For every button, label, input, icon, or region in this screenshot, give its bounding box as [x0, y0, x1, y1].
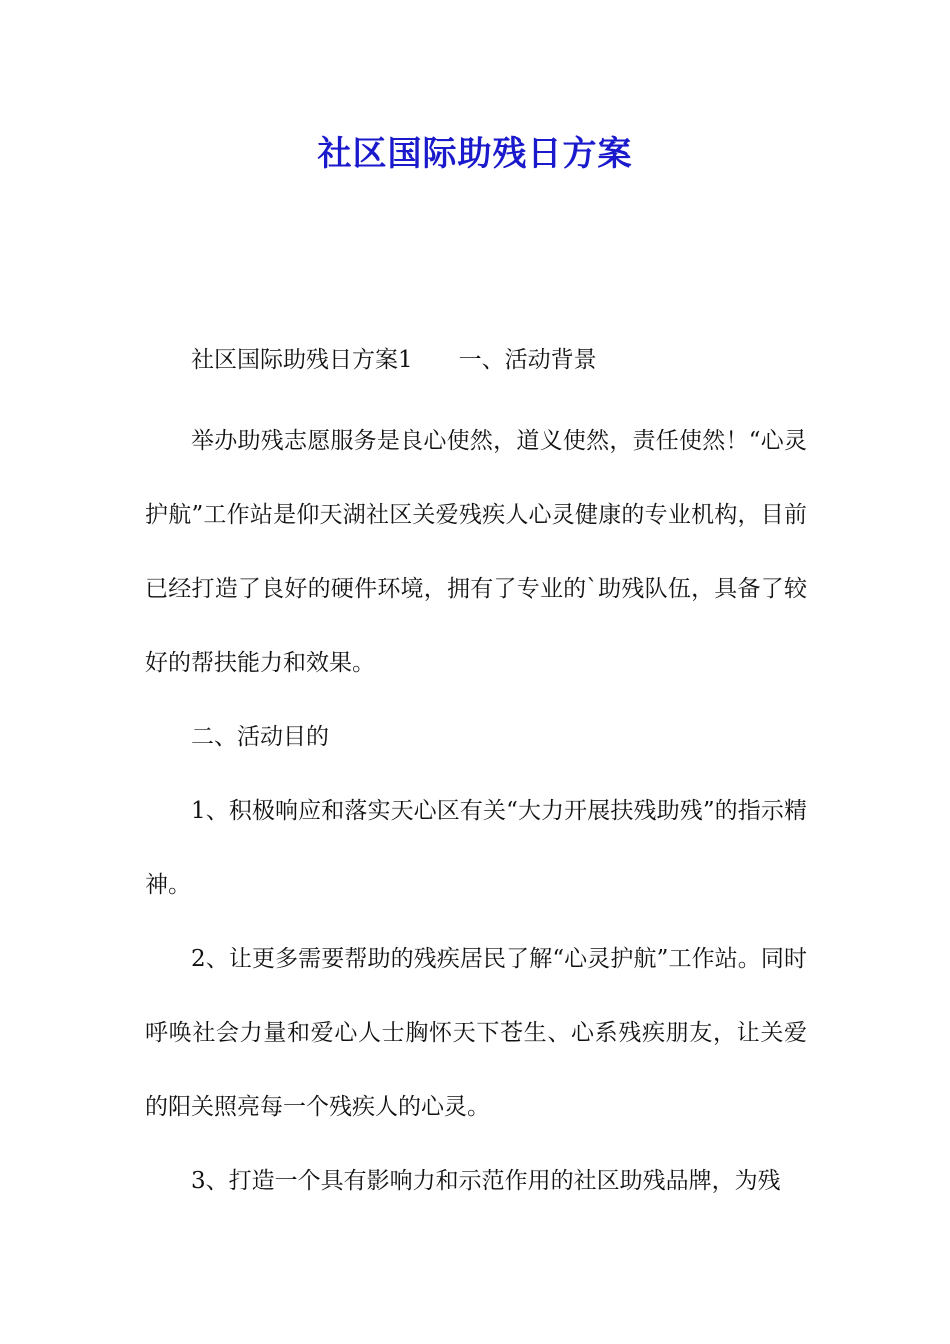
- paragraph-purpose-2: 2、让更多需要帮助的残疾居民了解“心灵护航”工作站。同时呼唤社会力量和爱心人士胸怀天下苍生、心系残疾朋友，让关爱的阳关照亮每一个残疾人的心灵。: [145, 946, 807, 1120]
- paragraph-background: 举办助残志愿服务是良心使然，道义使然，责任使然！“心灵护航”工作站是仰天湖社区关爱残疾人心灵健康的专业机构，目前已经打造了良好的硬件环境，拥有了专业的`助残队伍，具备了较好的帮扶能力和效果。: [145, 428, 807, 676]
- section-heading-line: [145, 338, 807, 382]
- document-title: 社区国际助残日方案: [317, 134, 633, 174]
- document-body: [145, 338, 807, 1218]
- paragraph-purpose-3: 3、打造一个具有影响力和示范作用的社区助残品牌，为残: [191, 1168, 781, 1194]
- plan-heading: 社区国际助残日方案1: [191, 347, 413, 373]
- background-heading: 一、活动背景: [458, 347, 597, 373]
- paragraph-purpose-heading: 二、活动目的: [191, 724, 329, 750]
- paragraph-purpose-1: 1、积极响应和落实天心区有关“大力开展扶残助残”的指示精神。: [145, 798, 807, 898]
